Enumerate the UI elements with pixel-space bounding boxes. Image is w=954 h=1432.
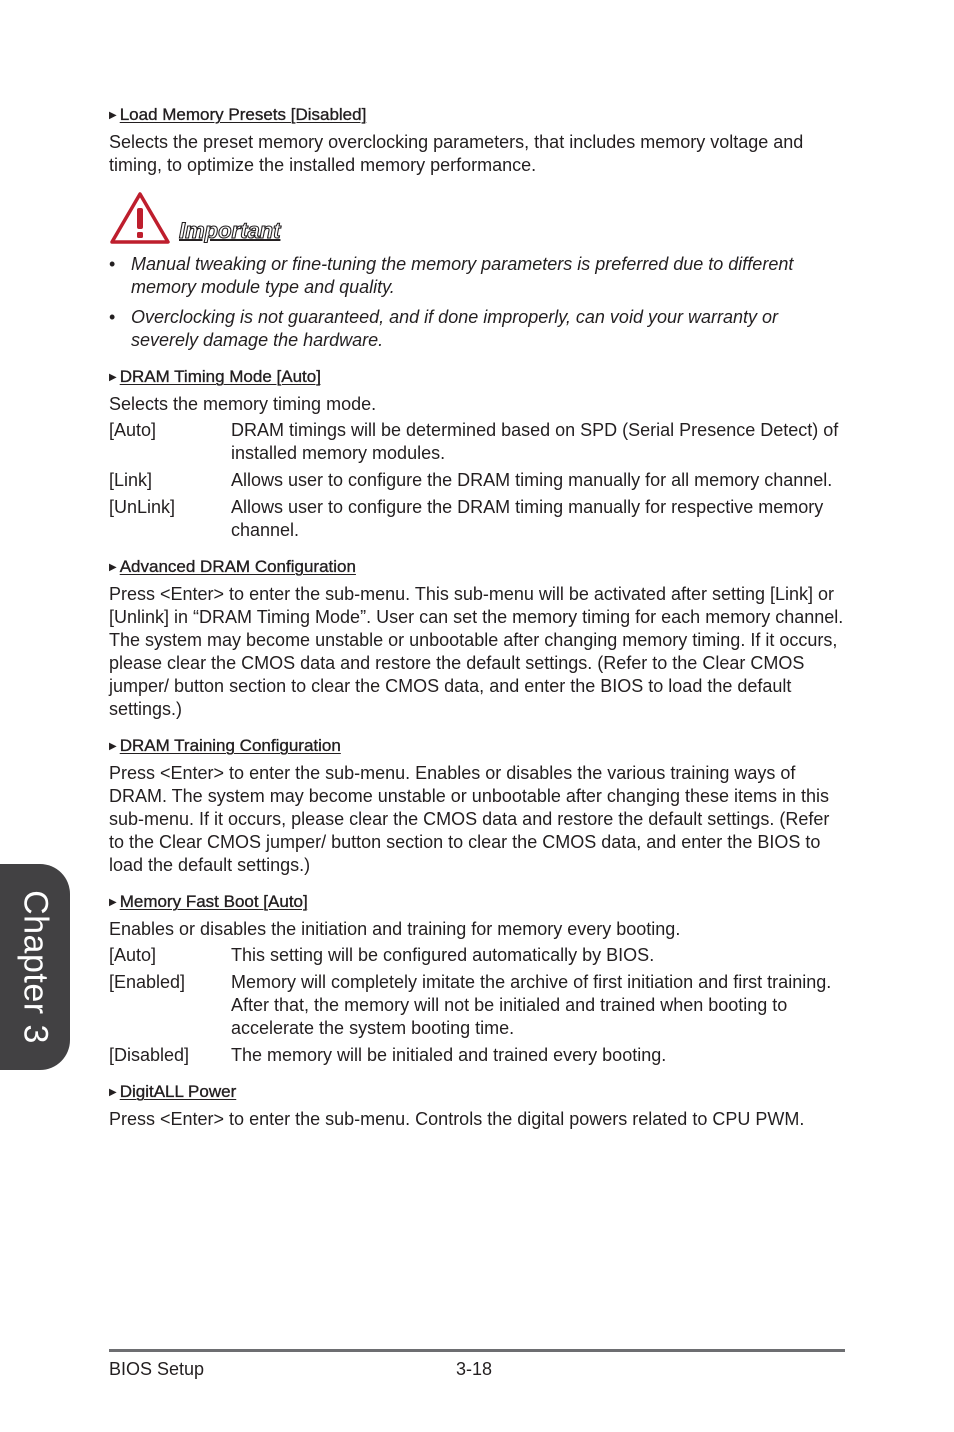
section-heading <box>109 366 847 389</box>
option-value: DRAM timings will be determined based on SPD (Serial Presence Detect) of installed memory modules. <box>231 420 839 463</box>
option-key: [Disabled] <box>109 1045 190 1065</box>
triangle-right-icon: ▶ <box>109 1087 117 1098</box>
section-heading <box>109 735 847 758</box>
option-row <box>109 496 847 542</box>
section-body: Press <Enter> to enter the sub-menu. This sub-menu will be activated after setting [Link] or [Unlink] in “DRAM Timing Mode”. User can set the memory timing for each memory channel. The system may become unstable or unbootable after changing memory timing. If it occurs, please clear the CMOS data and restore the default settings. (Refer to the Clear CMOS jumper/ button section to clear the CMOS data, and enter the BIOS to load the default settings.) <box>109 584 844 719</box>
section-body: Enables or disables the initiation and training for memory every booting. <box>109 919 681 939</box>
section-heading-text: DRAM Timing Mode [Auto] <box>119 367 321 386</box>
bullet-dot: • <box>109 254 116 274</box>
chapter-tab-label: Chapter 3 <box>16 890 55 1044</box>
important-bullet <box>109 253 847 299</box>
important-list <box>109 253 847 352</box>
section-heading <box>109 1081 847 1104</box>
bullet-text: Manual tweaking or fine-tuning the memory parameters is preferred due to different memory module type and quality. <box>131 254 794 297</box>
option-key: [Enabled] <box>109 972 186 992</box>
section-body: Press <Enter> to enter the sub-menu. Enables or disables the various training ways of DRAM. The system may become unstable or unbootable after changing these items in this sub-menu. If it occurs, please clear the CMOS data and restore the default settings. (Refer to the Clear CMOS jumper/ button section to clear the CMOS data, and enter the BIOS to load the default settings.) <box>109 763 830 875</box>
option-value: The memory will be initialed and trained every booting. <box>231 1045 667 1065</box>
option-row <box>109 944 847 967</box>
option-row <box>109 469 847 492</box>
option-list <box>109 419 847 542</box>
triangle-right-icon: ▶ <box>109 562 117 573</box>
bullet-dot: • <box>109 307 116 327</box>
option-key: [Link] <box>109 470 153 490</box>
option-value: Memory will completely imitate the archive of first initiation and first training. After that, the memory will not be initialed and trained when booting to accelerate the system booting time. <box>231 972 832 1038</box>
option-row <box>109 419 847 465</box>
section-heading-text: DRAM Training Configuration <box>119 736 341 755</box>
option-value: This setting will be configured automatically by BIOS. <box>231 945 655 965</box>
section-body: Selects the preset memory overclocking parameters, that includes memory voltage and timing, to optimize the installed memory performance. <box>109 132 804 175</box>
section-heading-text: Load Memory Presets [Disabled] <box>119 105 367 124</box>
section-body: Selects the memory timing mode. <box>109 394 377 414</box>
option-row <box>109 971 847 1040</box>
triangle-right-icon: ▶ <box>109 897 117 908</box>
option-key: [Auto] <box>109 420 157 440</box>
option-key: [UnLink] <box>109 497 176 517</box>
triangle-right-icon: ▶ <box>109 110 117 121</box>
warning-triangle-icon <box>109 191 171 245</box>
section-heading-text: Advanced DRAM Configuration <box>119 557 356 576</box>
option-row <box>109 1044 847 1067</box>
footer-rule <box>109 1349 845 1352</box>
bullet-text: Overclocking is not guaranteed, and if done improperly, can void your warranty or severely damage the hardware. <box>131 307 778 350</box>
important-callout <box>109 189 847 245</box>
section-heading <box>109 891 847 914</box>
page-number: 3-18 <box>456 1359 493 1379</box>
triangle-right-icon: ▶ <box>109 372 117 383</box>
chapter-tab <box>0 864 70 1070</box>
important-label: Important <box>179 218 281 243</box>
triangle-right-icon: ▶ <box>109 741 117 752</box>
footer-title: BIOS Setup <box>109 1359 205 1379</box>
option-value: Allows user to configure the DRAM timing manually for all memory channel. <box>231 470 833 490</box>
section-body: Press <Enter> to enter the sub-menu. Controls the digital powers related to CPU PWM. <box>109 1109 805 1129</box>
section-heading <box>109 556 847 579</box>
option-list <box>109 944 847 1067</box>
important-bullet <box>109 306 847 352</box>
option-value: Allows user to configure the DRAM timing manually for respective memory channel. <box>231 497 824 540</box>
section-heading-text: Memory Fast Boot [Auto] <box>119 892 308 911</box>
option-key: [Auto] <box>109 945 157 965</box>
page-content <box>109 104 847 1131</box>
section-heading <box>109 104 847 127</box>
section-heading-text: DigitALL Power <box>119 1082 237 1101</box>
